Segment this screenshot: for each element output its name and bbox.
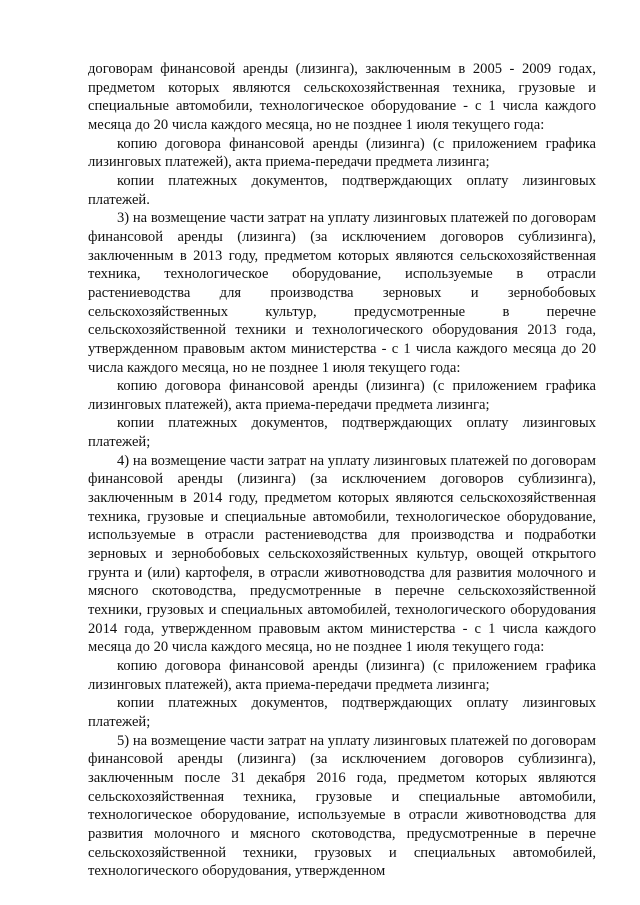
paragraph-continuation-2005-2009: договорам финансовой аренды (лизинга), заключенным в 2005 - 2009 годах, предметом которых являются сельскохозяйственная техника, грузовые и специальные автомобили, технологическое оборудование - с 1 числа каждого месяца до 20 числа каждого месяца, но не позднее 1 июля текущего года: xyxy=(88,61,596,133)
paragraph-item-3: 3) на возмещение части затрат на уплату лизинговых платежей по договорам финансовой аренды (лизинга) (за исключением договоров сублизинга), заключенным в 2013 году, предметом которых являются сельскохозяйственная техника, технологическое оборудование, используемые в отрасли растениеводства для производства зерновых и зернобобовых сельскохозяйственных культур, предусмотренные в перечне сельскохозяйственной техники и технологического оборудования 2013 года, утвержденном правовым актом министерства - с 1 числа каждого месяца до 20 числа каждого месяца, но не позднее 1 июля текущего года: xyxy=(88,210,596,376)
paragraph-item-5: 5) на возмещение части затрат на уплату лизинговых платежей по договорам финансовой аренды (лизинга) (за исключением договоров сублизинга), заключенным после 31 декабря 2016 года, предметом которых являются сельскохозяйственная техника, грузовые и специальные автомобили, технологическое оборудование, используемые в отрасли животноводства для развития молочного и мясного скотоводства, предусмотренные в перечне сельскохозяйственной техники, грузовых и специальных автомобилей, технологического оборудования, утвержденном xyxy=(88,732,596,880)
document-page xyxy=(88,60,596,881)
paragraph-lease-contract-copy: копию договора финансовой аренды (лизинга) (с приложением графика лизинговых платежей), акта приема-передачи предмета лизинга; xyxy=(88,658,596,693)
paragraph-payment-documents: копии платежных документов, подтверждающих оплату лизинговых платежей; xyxy=(88,415,596,451)
paragraph-payment-documents: копии платежных документов, подтверждающих оплату лизинговых платежей. xyxy=(88,172,596,208)
paragraph-item-4: 4) на возмещение части затрат на уплату лизинговых платежей по договорам финансовой аренды (лизинга) (за исключением договоров сублизинга), заключенным в 2014 году, предметом которых являются сельскохозяйственная техника, грузовые и специальные автомобили, технологическое оборудование, используемые в отрасли растениеводства для производства и подработки зерновых и зернобобовых сельскохозяйственных культур, овощей открытого грунта и (или) картофеля, в отрасли животноводства для развития молочного и мясного скотоводства, предусмотренные в перечне сельскохозяйственной техники, грузовых и специальных автомобилей, технологического оборудования 2014 года, утвержденном правовым актом министерства - с 1 числа каждого месяца до 20 числа каждого месяца, но не позднее 1 июля текущего года: xyxy=(88,452,596,656)
paragraph-payment-documents: копии платежных документов, подтверждающих оплату лизинговых платежей; xyxy=(88,695,596,730)
paragraph-lease-contract-copy: копию договора финансовой аренды (лизинга) (с приложением графика лизинговых платежей), акта приема-передачи предмета лизинга; xyxy=(88,135,596,171)
paragraph-lease-contract-copy: копию договора финансовой аренды (лизинга) (с приложением графика лизинговых платежей), акта приема-передачи предмета лизинга; xyxy=(88,378,596,413)
